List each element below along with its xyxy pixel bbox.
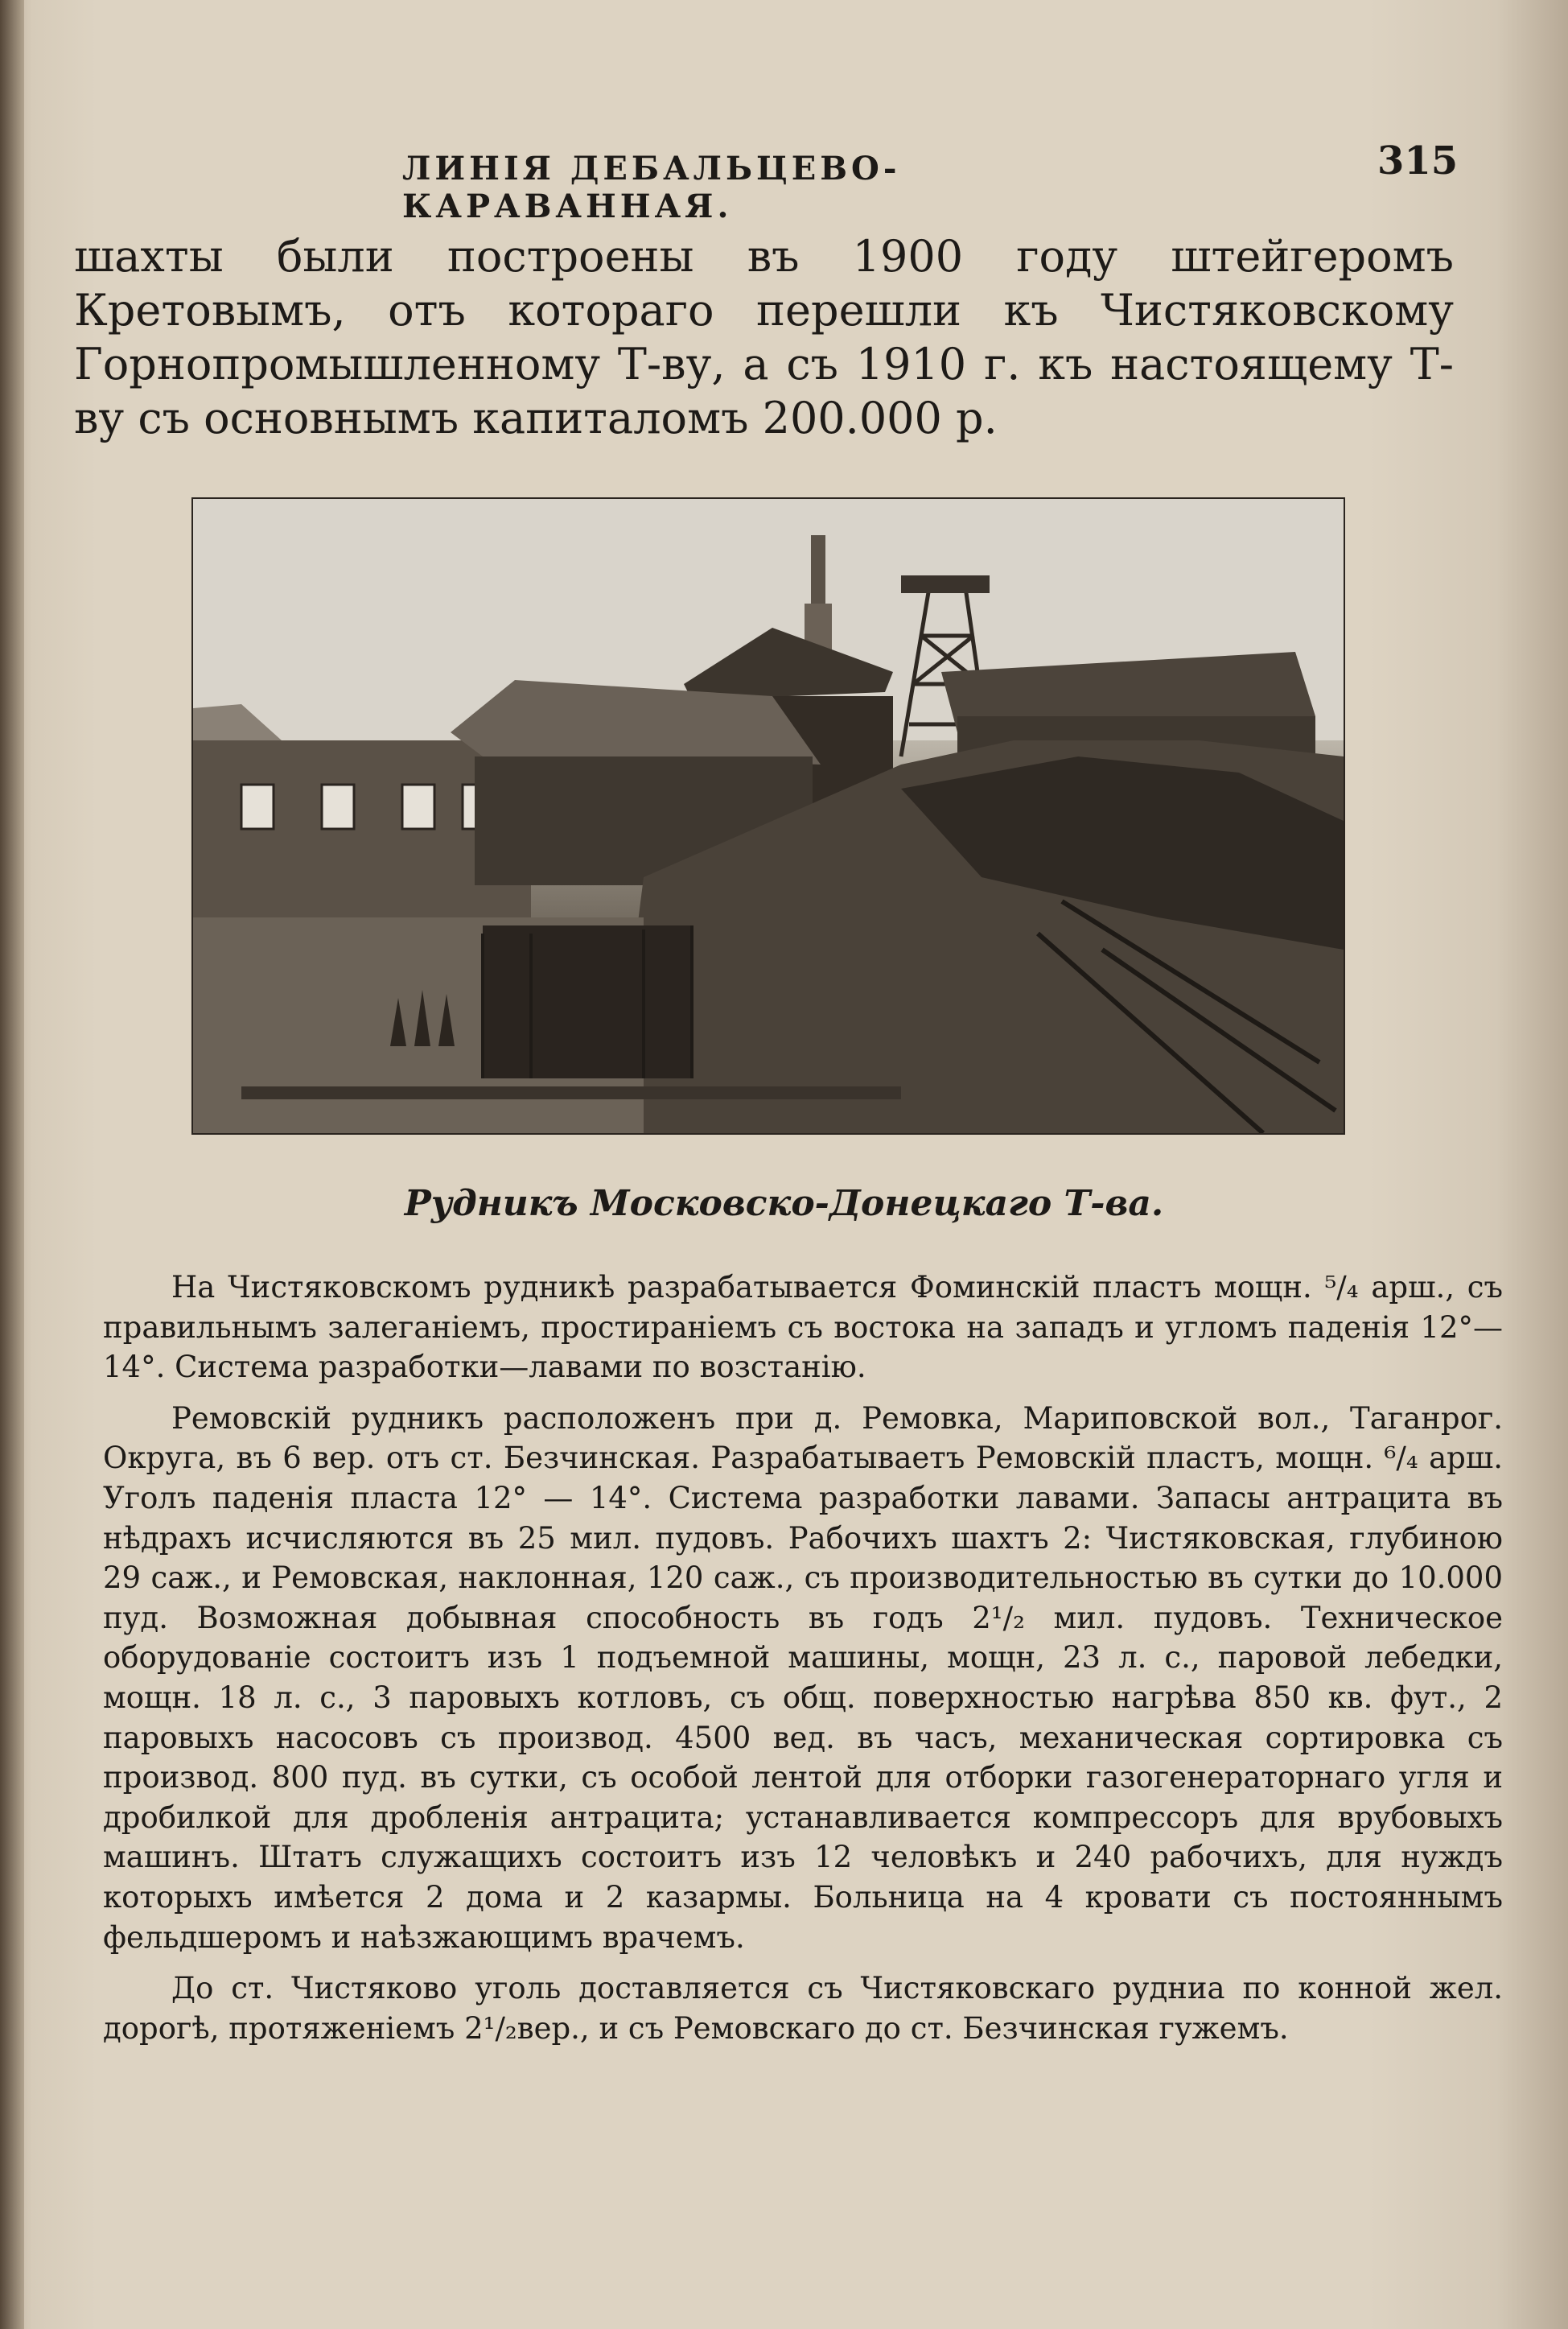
- paragraph-removsky-mine: Ремовскій рудникъ расположенъ при д. Ремовка, Мариповской вол., Таганрог. Округа, въ 6 вер. отъ ст. Безчинская. Разрабатываетъ Ремовскій пластъ, мощн. ⁶/₄ арш. Уголъ паденія пласта 12° — 14°. Система разработки лавами. Запасы антрацита въ нѣдрахъ исчисляются въ 25 мил. пудовъ. Рабочихъ шахтъ 2: Чистяковская, глубиною 29 саж., и Ремовская, наклонная, 120 саж., съ производительностью въ сутки до 10.000 пуд. Возможная добывная способность въ годъ 2¹/₂ мил. пудовъ. Техническое оборудованіе состоитъ изъ 1 подъемной машины, мощн, 23 л. с., паровой лебедки, мощн. 18 л. с., 3 паровыхъ котловъ, съ общ. поверхностью нагрѣва 850 кв. фут., 2 паровыхъ насосовъ съ производ. 4500 вед. въ часъ, механическая сортировка съ производ. 800 пуд. въ сутки, съ особой лентой для отборки газогенераторнаго угля и дробилкой для дробленія антрацита; устанавливается компрессоръ для врубовыхъ машинъ. Штатъ служащихъ состоитъ изъ 12 человѣкъ и 240 рабочихъ, для нуждъ которыхъ имѣется 2 дома и 2 казармы. Больница на 4 кровати съ постояннымъ фельдшеромъ и наѣзжающимъ врачемъ.: [103, 1400, 1503, 1955]
- lead-paragraph: шахты были построены въ 1900 году штейгеромъ Кретовымъ, отъ котораго перешли къ Чистяковскому Горнопромышленному Т-ву, а съ 1910 г. къ настоящему Т-ву съ основнымъ капиталомъ 200.000 р.: [74, 231, 1454, 443]
- body-text: [103, 1268, 1503, 2059]
- mine-photograph: [193, 499, 1344, 1133]
- paragraph-coal-transport: До ст. Чистяково уголь доставляется съ Чистяковскаго рудниа по конной жел. дорогѣ, протяженіемъ 2¹/₂вер., и съ Ремовскаго до ст. Безчинская гужемъ.: [103, 1971, 1503, 2046]
- figure-caption: Рудникъ Московско-Донецкаго Т-ва.: [404, 1183, 1164, 1224]
- lead-paragraph-block: [74, 229, 1454, 445]
- paragraph-chistyakovsky-mine: На Чистяковскомъ рудникѣ разрабатывается Фоминскій пластъ мощн. ⁵/₄ арш., съ правильнымъ залеганіемъ, простираніемъ съ востока на западъ и угломъ паденія 12°—14°. Система разработки—лавами по возстанію.: [103, 1270, 1503, 1385]
- page-number: 315: [1377, 138, 1459, 183]
- running-title: ЛИНІЯ ДЕБАЛЬЦЕВО-КАРАВАННАЯ.: [402, 150, 901, 225]
- mine-photograph-drawing: [193, 499, 1344, 1133]
- book-spine-shadow: [0, 0, 24, 2329]
